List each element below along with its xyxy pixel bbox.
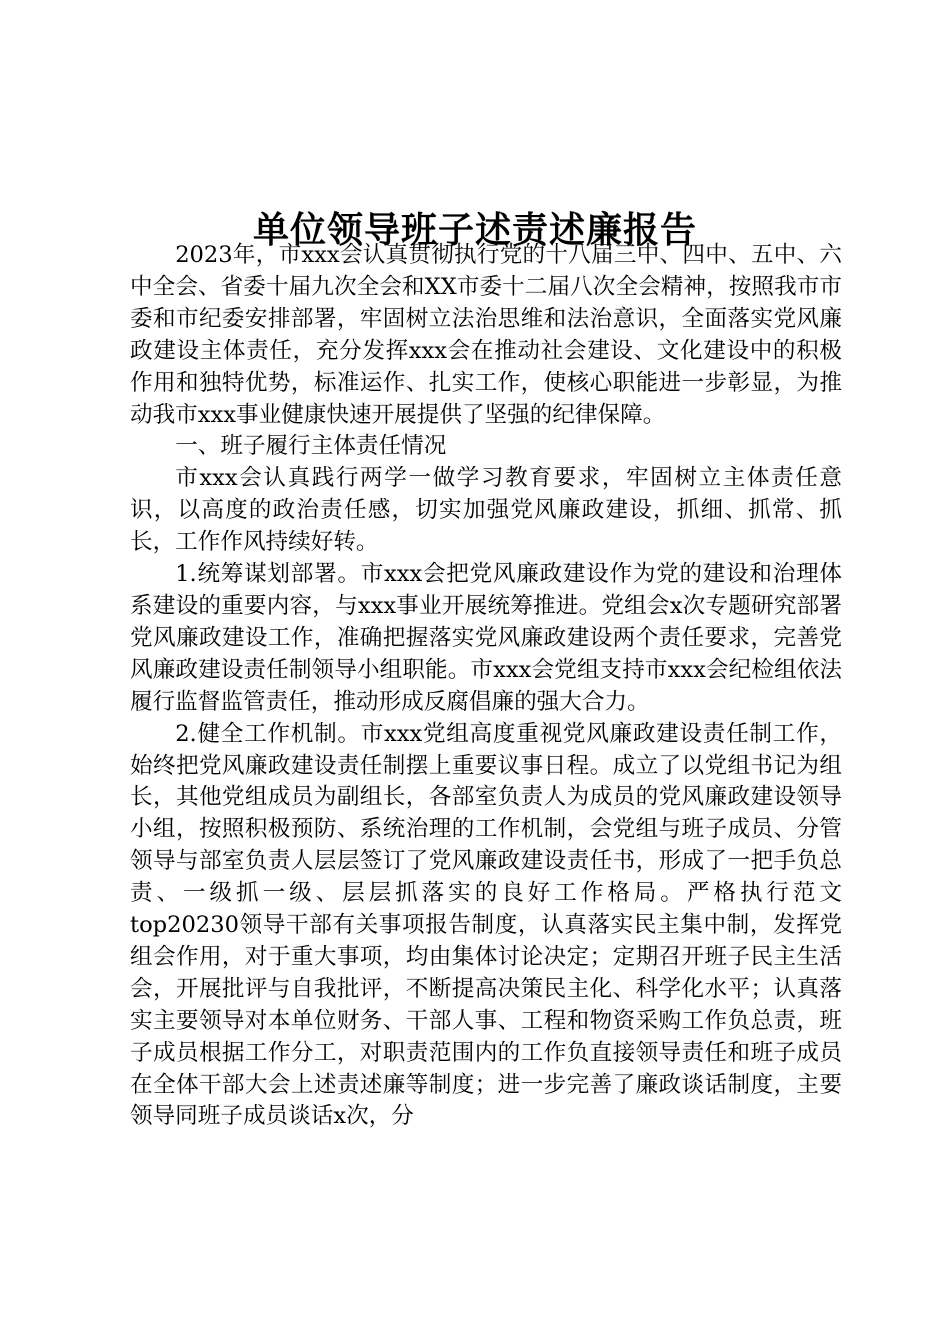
document-title: 单位领导班子述责述廉报告 <box>252 209 697 252</box>
paragraph-section-1: 市xxx会认真践行两学一做学习教育要求，牢固树立主体责任意识，以高度的政治责任感，切实加强党风廉政建设，抓细、抓常、抓长，工作作风持续好转。 <box>130 465 842 556</box>
document-body <box>130 240 842 1133</box>
section-heading-1: 一、班子履行主体责任情况 <box>175 433 447 460</box>
paragraph-item-1: 1.统筹谋划部署。市xxx会把党风廉政建设作为党的建设和治理体系建设的重要内容，与xxx事业开展统筹推进。党组会x次专题研究部署党风廉政建设工作，准确把握落实党风廉政建设两个责任要求，完善党风廉政建设责任制领导小组职能。市xxx会党组支持市xxx会纪检组依法履行监督监管责任，推动形成反腐倡廉的强大合力。 <box>130 561 842 715</box>
paragraph-intro: 2023年，市xxx会认真贯彻执行党的十八届三中、四中、五中、六中全会、省委十届九次全会和XX市委十二届八次全会精神，按照我市市委和市纪委安排部署，牢固树立法治思维和法治意识，全面落实党风廉政建设主体责任，充分发挥xxx会在推动社会建设、文化建设中的积极作用和独特优势，标准运作、扎实工作，使核心职能进一步彰显，为推动我市xxx事业健康快速开展提供了坚强的纪律保障。 <box>130 242 842 428</box>
paragraph-item-2: 2.健全工作机制。市xxx党组高度重视党风廉政建设责任制工作，始终把党风廉政建设责任制摆上重要议事日程。成立了以党组书记为组长，其他党组成员为副组长，各部室负责人为成员的党风廉政建设领导小组，按照积极预防、系统治理的工作机制，会党组与班子成员、分管领导与部室负责人层层签订了党风廉政建设责任书，形成了一把手负总责、一级抓一级、层层抓落实的良好工作格局。严格执行范文top20230领导干部有关事项报告制度，认真落实民主集中制，发挥党组会作用，对于重大事项，均由集体讨论决定；定期召开班子民主生活会，开展批评与自我批评，不断提高决策民主化、科学化水平；认真落实主要领导对本单位财务、干部人事、工程和物资采购工作负总责，班子成员根据工作分工，对职责范围内的工作负直接领导责任和班子成员在全体干部大会上述责述廉等制度；进一步完善了廉政谈话制度，主要领导同班子成员谈话x次，分 <box>130 720 842 1130</box>
